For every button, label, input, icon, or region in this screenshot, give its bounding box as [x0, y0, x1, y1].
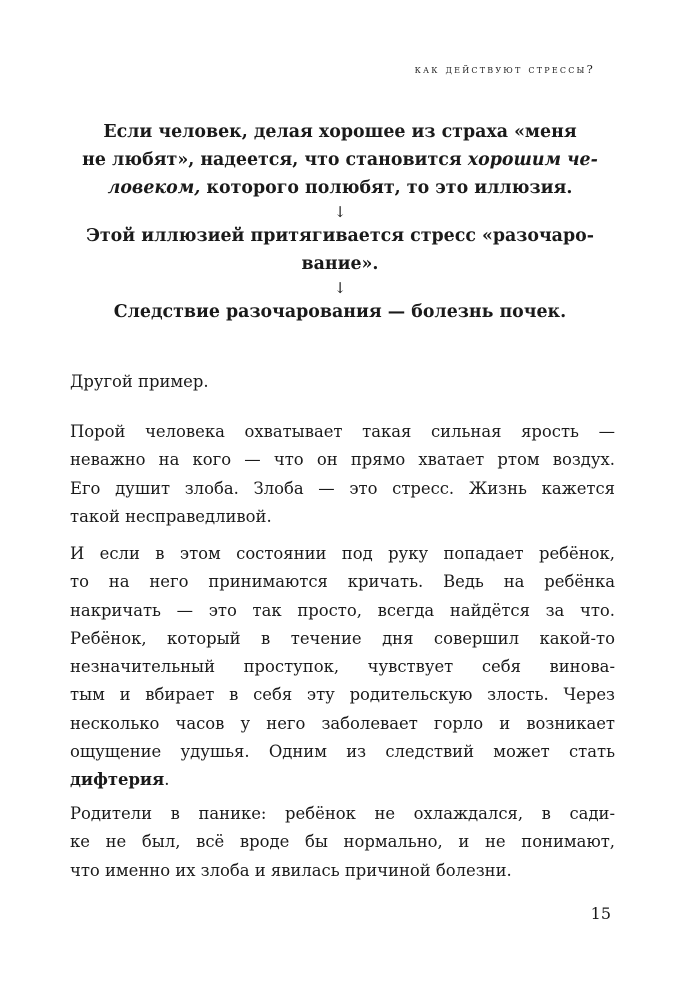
running-head: как действуют стрессы?	[414, 62, 595, 76]
text-line: такой несправедливой.	[70, 506, 272, 526]
text-line: незначительный проступок, чувствует себя винова-	[70, 657, 615, 677]
text-line: ке не был, всё вроде бы нормально, и не понимают,	[70, 832, 615, 852]
callout-block	[70, 118, 610, 326]
text-line: Ребёнок, который в течение дня совершил какой-то	[70, 628, 615, 648]
text-line: что именно их злоба и явилась причиной болезни.	[70, 860, 512, 880]
paragraph-4	[70, 800, 615, 885]
callout-text: не любят», надеется, что становится	[82, 150, 468, 170]
callout-text: которого полюбят, то это иллюзия.	[200, 178, 573, 198]
text-line: Порой человека охватывает такая сильная ярость —	[70, 422, 615, 441]
callout-line: Следствие разочарования — болезнь почек.	[113, 302, 567, 322]
text-line: Другой пример.	[70, 372, 209, 391]
callout-line: Этой иллюзией притягивается стресс «разочаро-	[86, 226, 594, 246]
callout-line	[70, 146, 610, 174]
text-line: неважно на кого — что он прямо хватает ртом воздух.	[70, 450, 615, 470]
callout-line: вание».	[301, 254, 379, 274]
text-line: накричать — это так просто, всегда найдётся за что.	[70, 600, 615, 620]
text-line: то на него принимаются кричать. Ведь на ребёнка	[70, 572, 615, 592]
text-line: Его душит злоба. Злоба — это стресс. Жизнь кажется	[70, 478, 615, 498]
down-arrow-icon: ↓	[333, 203, 347, 221]
down-arrow-icon: ↓	[333, 279, 347, 297]
callout-line	[70, 174, 610, 202]
callout-italic-text: ловеком,	[107, 178, 201, 198]
paragraph-2	[70, 418, 615, 531]
text-line: несколько часов у него заболевает горло и возникает	[70, 713, 615, 733]
text-line	[70, 766, 615, 794]
paragraph-1	[70, 368, 615, 396]
callout-line: Если человек, делая хорошее из страха «меня	[103, 122, 577, 142]
page-number: 15	[590, 904, 611, 923]
text-line: Родители в панике: ребёнок не охлаждался, в сади-	[70, 804, 615, 823]
text-line: тым и вбирает в себя эту родительскую злость. Через	[70, 685, 615, 705]
paragraph-3	[70, 540, 615, 795]
text-line: И если в этом состоянии под руку попадает ребёнок,	[70, 544, 615, 563]
bold-term: дифтерия	[70, 770, 165, 790]
callout-italic-text: хорошим че-	[467, 150, 598, 170]
text-punctuation: .	[164, 770, 170, 790]
text-line: ощущение удушья. Одним из следствий может стать	[70, 742, 615, 762]
